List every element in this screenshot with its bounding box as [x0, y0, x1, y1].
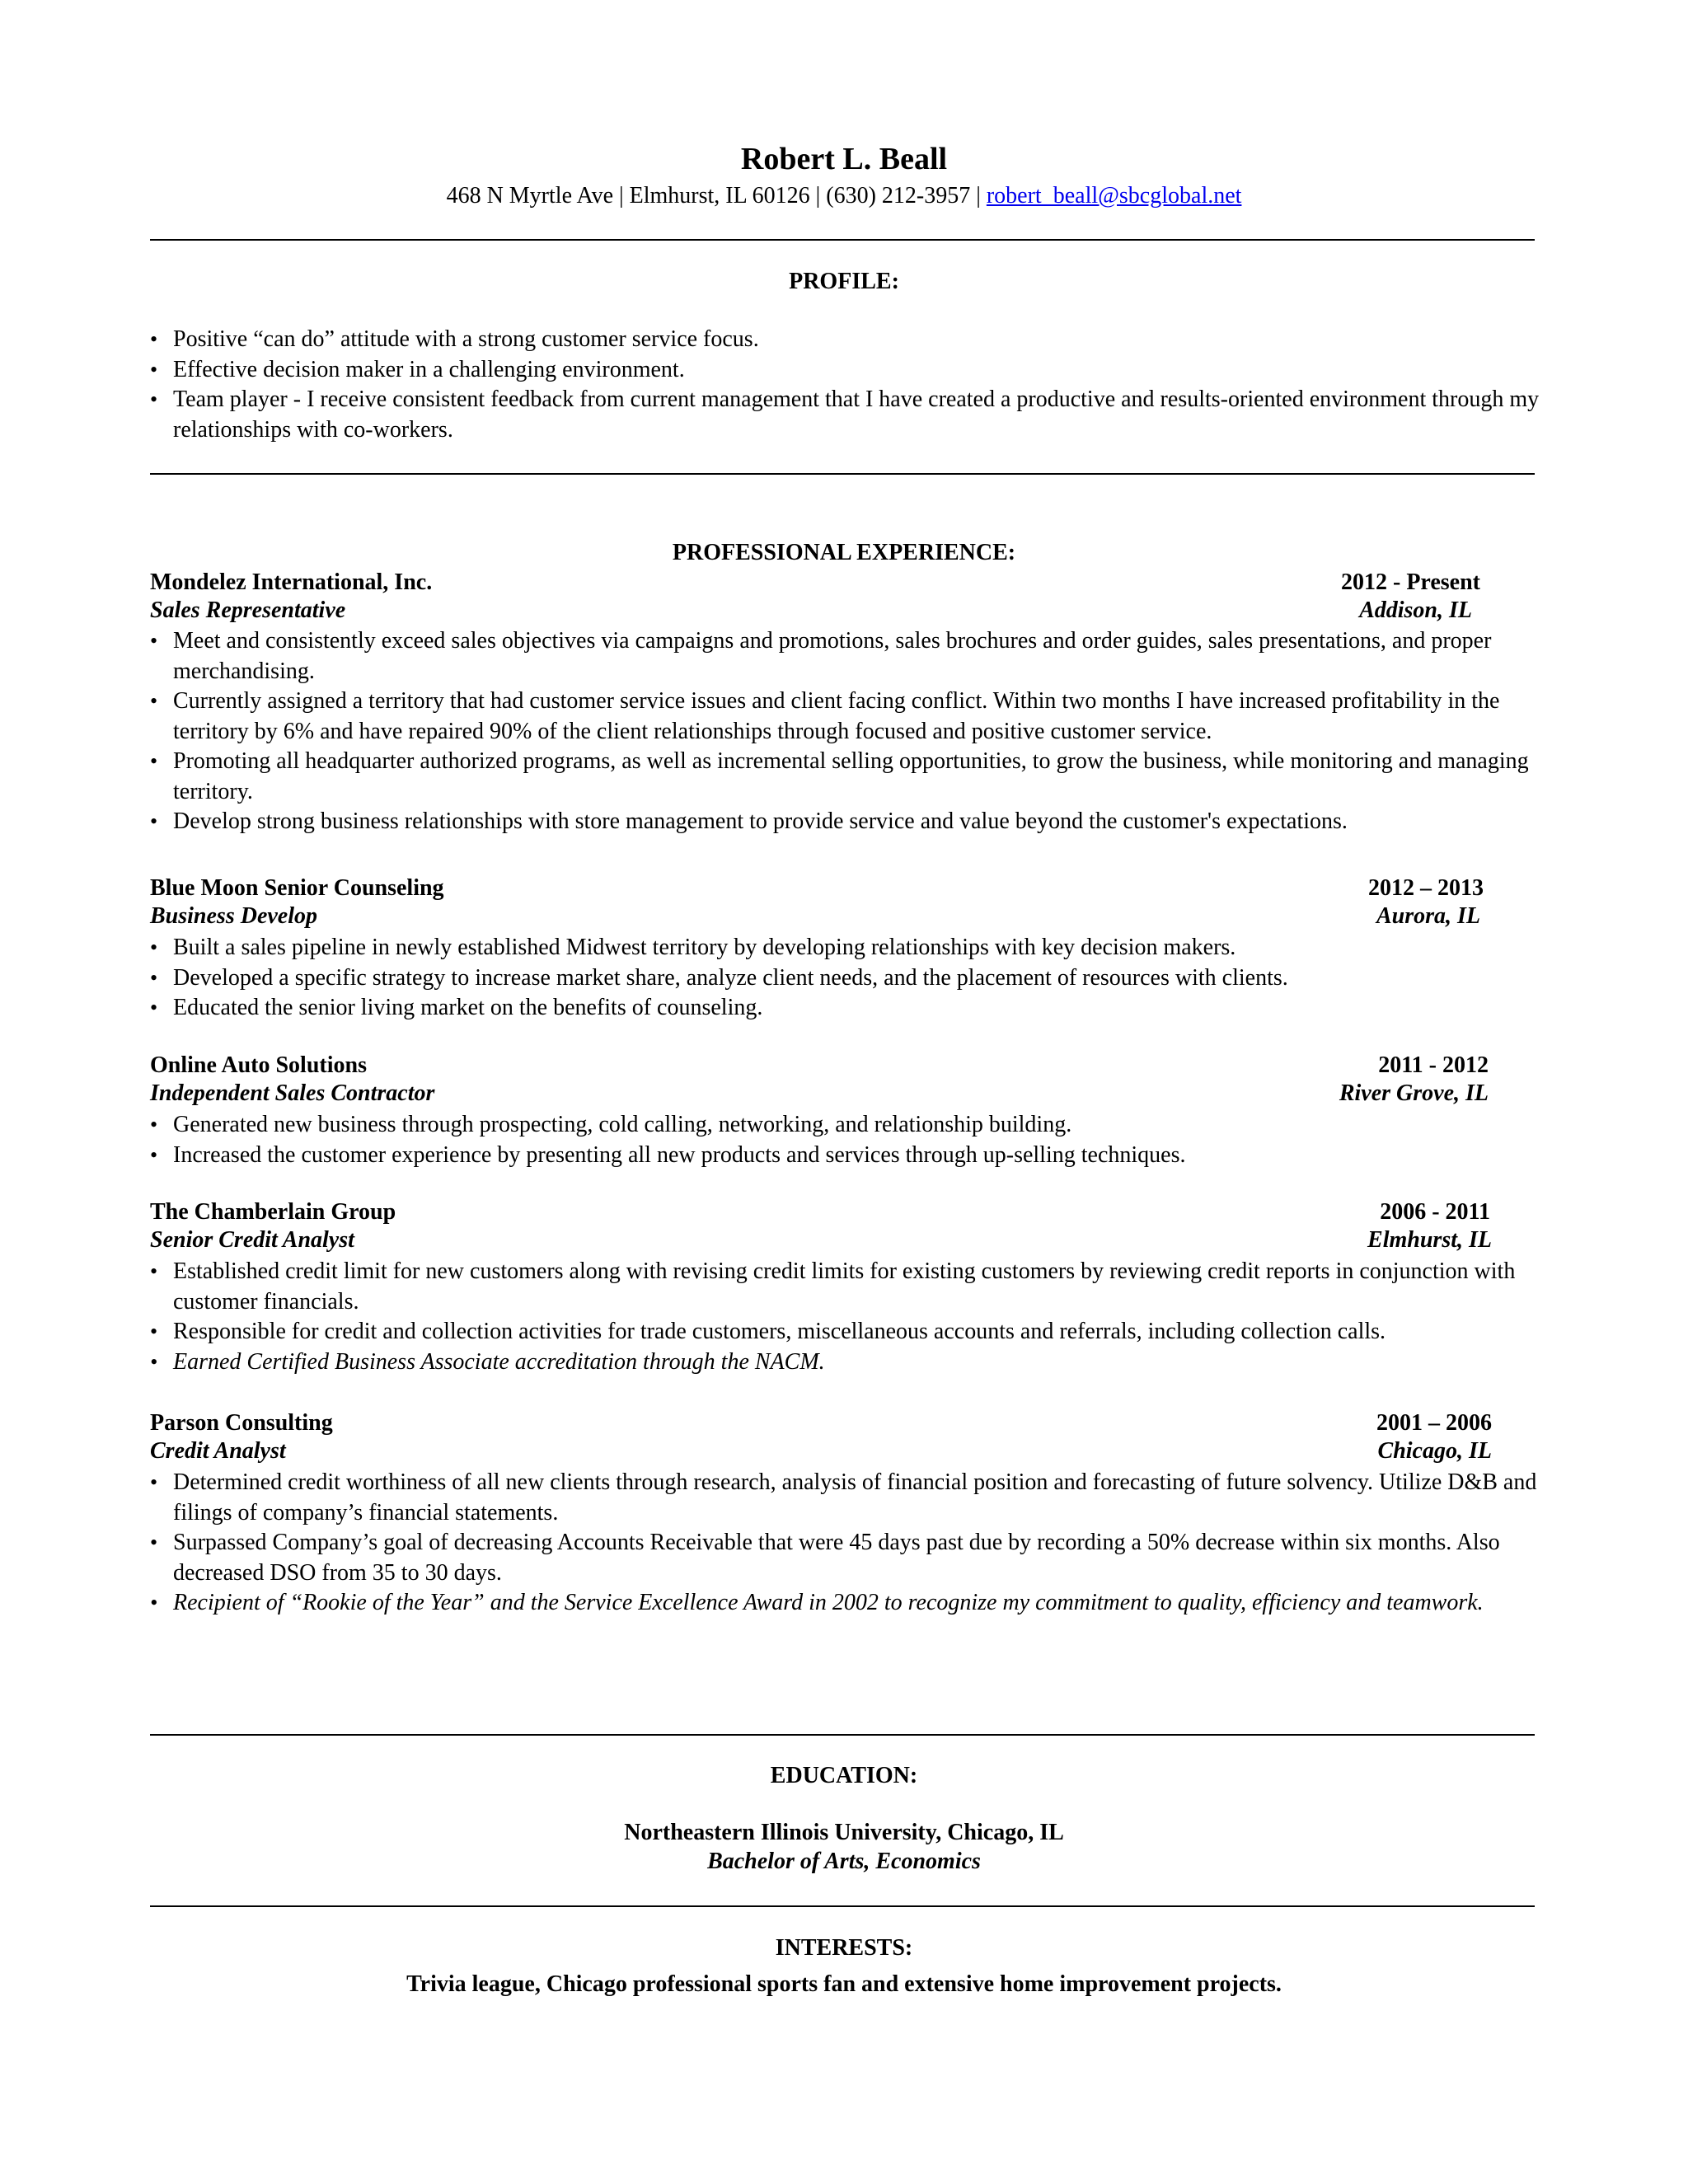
list-item: • Earned Certified Business Associate accreditation through the NACM.: [150, 1347, 1551, 1378]
education-school: Northeastern Illinois University, Chicago, IL: [624, 1820, 1064, 1845]
list-item: • Meet and consistently exceed sales objectives via campaigns and promotions, sales brochures and order guides, sales presentations, and proper merchandising.: [150, 626, 1551, 687]
education-heading: EDUCATION:: [770, 1763, 918, 1788]
list-item: • Increased the customer experience by presenting all new products and services through up-selling techniques.: [150, 1141, 1551, 1171]
job-company: Online Auto Solutions: [150, 1052, 367, 1078]
divider: [150, 1905, 1535, 1907]
job-bullets: [150, 1468, 1551, 1619]
job-company: Mondelez International, Inc.: [150, 569, 433, 595]
list-item: • Generated new business through prospecting, cold calling, networking, and relationship building.: [150, 1110, 1551, 1141]
job-dates: 2012 - Present: [1341, 569, 1480, 595]
list-item: • Established credit limit for new customers along with revising credit limits for existing customers by reviewing credit reports in conjunction with customer financials.: [150, 1257, 1551, 1317]
list-item: • Effective decision maker in a challenging environment.: [150, 355, 1551, 386]
job-bullets: [150, 1110, 1551, 1170]
job-company: Blue Moon Senior Counseling: [150, 875, 444, 901]
list-item: • Responsible for credit and collection activities for trade customers, miscellaneous accounts and referrals, including collection calls.: [150, 1317, 1551, 1347]
divider: [150, 1734, 1535, 1736]
contact-line: [0, 181, 1688, 211]
job-title: Business Develop: [150, 903, 317, 929]
list-item: • Educated the senior living market on the benefits of counseling.: [150, 993, 1551, 1024]
interests-text: Trivia league, Chicago professional sports fan and extensive home improvement projects.: [406, 1971, 1282, 1997]
job-title: Independent Sales Contractor: [150, 1080, 435, 1106]
resume-name: Robert L. Beall: [740, 142, 948, 176]
list-item: • Promoting all headquarter authorized programs, as well as incremental selling opportunities, to grow the business, while monitoring and managing territory.: [150, 747, 1551, 807]
contact-address: 468 N Myrtle Ave | Elmhurst, IL 60126 | (630) 212-3957 |: [446, 183, 987, 209]
job-location: Addison, IL: [1359, 598, 1472, 623]
job-dates: 2012 – 2013: [1368, 875, 1484, 901]
job-dates: 2001 – 2006: [1376, 1410, 1492, 1436]
education-degree: Bachelor of Arts, Economics: [707, 1849, 981, 1874]
job-location: Chicago, IL: [1377, 1438, 1492, 1464]
job-company: The Chamberlain Group: [150, 1199, 396, 1225]
profile-heading: PROFILE:: [789, 269, 899, 294]
job-location: Aurora, IL: [1376, 903, 1480, 929]
list-item: • Positive “can do” attitude with a strong customer service focus.: [150, 325, 1551, 355]
job-title: Senior Credit Analyst: [150, 1227, 354, 1253]
divider: [150, 473, 1535, 475]
job-bullets: [150, 626, 1551, 837]
list-item: • Surpassed Company’s goal of decreasing Accounts Receivable that were 45 days past due by recording a 50% decrease within six months. Also decreased DSO from 35 to 30 days.: [150, 1528, 1551, 1588]
job-dates: 2011 - 2012: [1378, 1052, 1489, 1078]
job-company: Parson Consulting: [150, 1410, 333, 1436]
job-title: Sales Representative: [150, 598, 346, 623]
job-location: Elmhurst, IL: [1367, 1227, 1492, 1253]
job-title: Credit Analyst: [150, 1438, 286, 1464]
job-location: River Grove, IL: [1339, 1080, 1489, 1106]
list-item: • Team player - I receive consistent feedback from current management that I have created a productive and results-oriented environment through my relationships with co-workers.: [150, 385, 1551, 445]
list-item: • Built a sales pipeline in newly established Midwest territory by developing relationships with key decision makers.: [150, 933, 1551, 963]
list-item: • Developed a specific strategy to increase market share, analyze client needs, and the placement of resources with clients.: [150, 963, 1551, 994]
job-bullets: [150, 933, 1551, 1024]
profile-list: [150, 325, 1551, 445]
experience-heading: PROFESSIONAL EXPERIENCE:: [672, 540, 1016, 565]
email-link[interactable]: robert_beall@sbcglobal.net: [986, 183, 1242, 209]
list-item: • Recipient of “Rookie of the Year” and the Service Excellence Award in 2002 to recognize my commitment to quality, efficiency and teamwork.: [150, 1588, 1551, 1619]
list-item: • Develop strong business relationships with store management to provide service and value beyond the customer's expectations.: [150, 807, 1551, 837]
interests-heading: INTERESTS:: [775, 1935, 913, 1961]
divider: [150, 239, 1535, 241]
job-bullets: [150, 1257, 1551, 1377]
list-item: • Currently assigned a territory that had customer service issues and client facing conflict. Within two months I have increased profitability in the territory by 6% and have repaired 90% of the client relationships through focused and positive customer service.: [150, 687, 1551, 747]
list-item: • Determined credit worthiness of all new clients through research, analysis of financial position and forecasting of future solvency. Utilize D&B and filings of company’s financial statements.: [150, 1468, 1551, 1528]
job-dates: 2006 - 2011: [1380, 1199, 1490, 1225]
